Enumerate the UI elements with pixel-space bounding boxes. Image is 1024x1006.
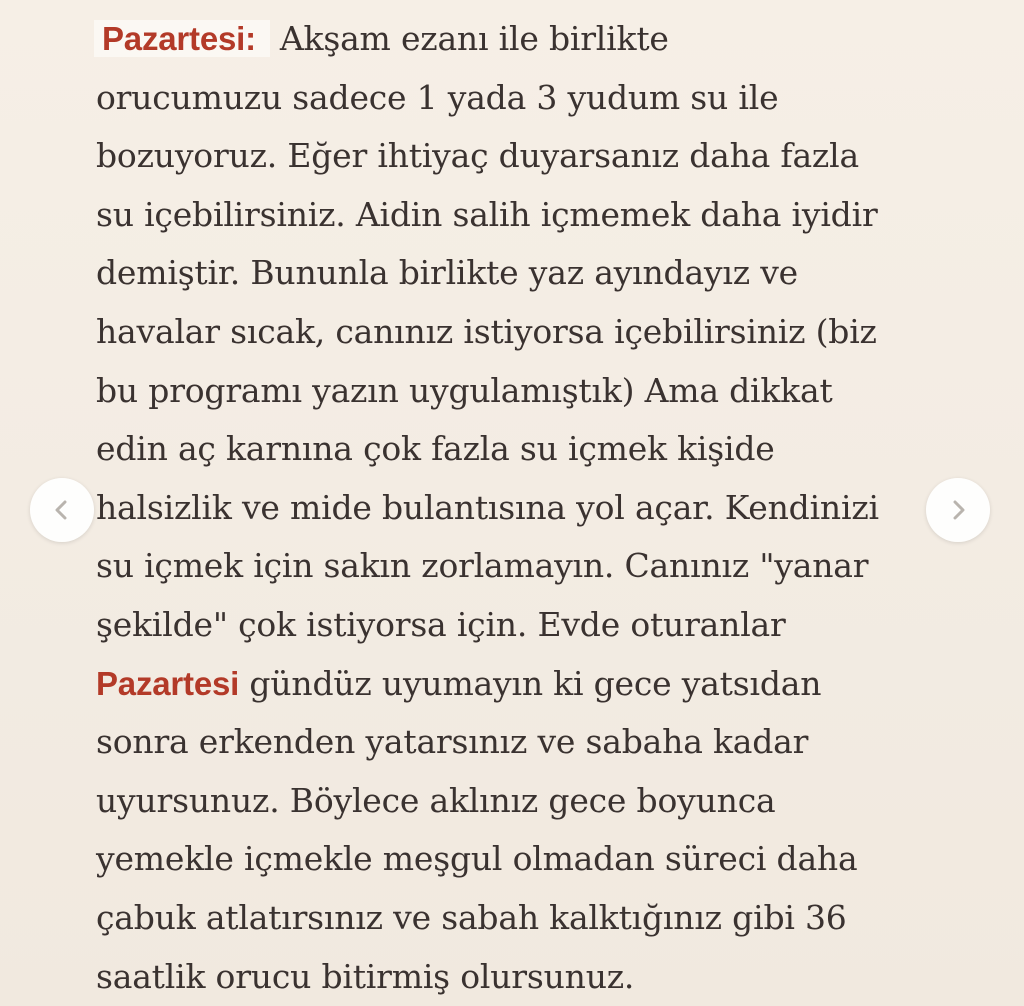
text-line-15: yemekle içmekle meşgul olmadan süreci daha — [96, 839, 858, 879]
text-line-content: gündüz uyumayın ki gece yatsıdan — [249, 663, 822, 703]
text-line-12 — [96, 655, 936, 714]
day-label-highlight-inline: Pazartesi — [96, 664, 240, 702]
text-line-4: su içebilirsiniz. Aidin salih içmemek daha iyidir — [96, 194, 878, 234]
text-line-8: edin aç karnına çok fazla su içmek kişide — [96, 429, 775, 469]
day-label-highlight: Pazartesi: — [94, 20, 270, 57]
carousel-next-button[interactable] — [926, 478, 990, 542]
text-line-13: sonra erkenden yatarsınız ve sabaha kadar — [96, 722, 809, 762]
text-line-3: bozuyoruz. Eğer ihtiyaç duyarsanız daha fazla — [96, 136, 859, 176]
text-line-11: şekilde" çok istiyorsa için. Evde oturanlar — [96, 604, 786, 644]
chevron-right-icon — [946, 498, 970, 522]
carousel-prev-button[interactable] — [30, 478, 94, 542]
post-text — [96, 10, 936, 1006]
text-line-2: orucumuzu sadece 1 yada 3 yudum su ile — [96, 77, 779, 117]
text-line-17: saatlik orucu bitirmiş olursunuz. — [96, 956, 635, 996]
text-line-1 — [96, 10, 936, 69]
text-line-content: Akşam ezanı ile birlikte — [279, 19, 669, 58]
text-line-10: su içmek için sakın zorlamayın. Canınız "yanar — [96, 546, 869, 586]
text-line-16: çabuk atlatırsınız ve sabah kalktığınız gibi 36 — [96, 897, 847, 937]
text-line-9: halsizlik ve mide bulantısına yol açar. Kendinizi — [96, 487, 879, 527]
text-line-5: demiştir. Bununla birlikte yaz ayındayız ve — [96, 253, 798, 293]
text-line-6: havalar sıcak, canınız istiyorsa içebilirsiniz (biz — [96, 311, 877, 351]
text-line-7: bu programı yazın uygulamıştık) Ama dikkat — [96, 370, 833, 410]
text-line-14: uyursunuz. Böylece aklınız gece boyunca — [96, 780, 776, 820]
chevron-left-icon — [50, 498, 74, 522]
